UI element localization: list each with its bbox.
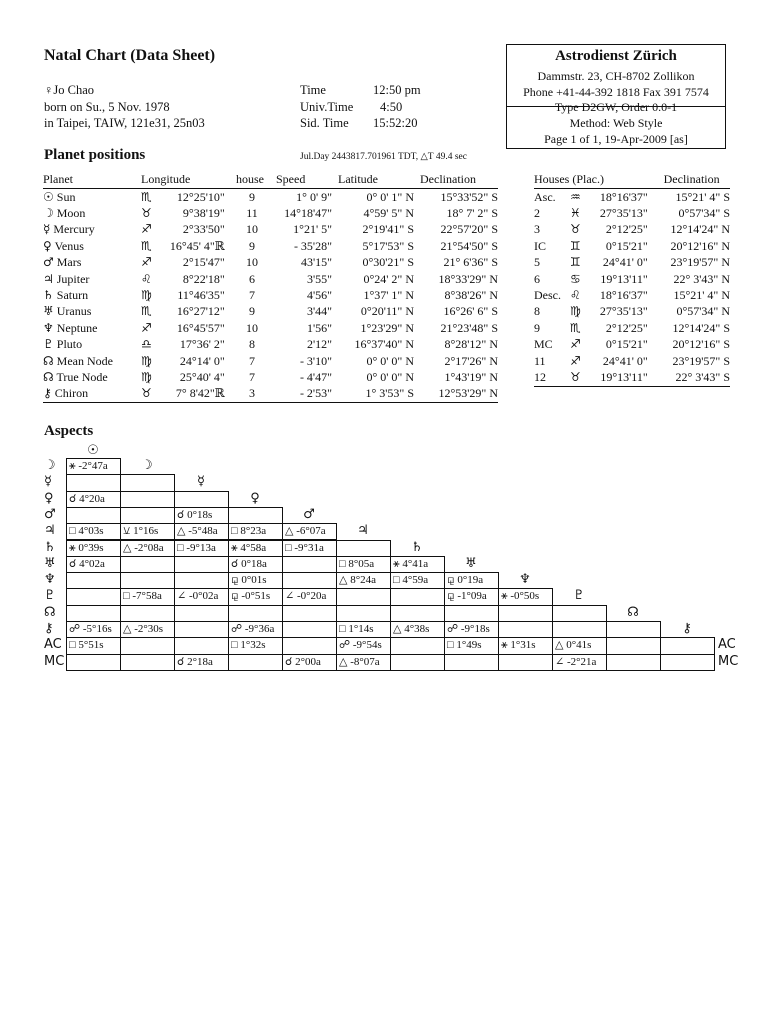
house-name: Desc. <box>534 288 561 303</box>
info-box-method: Method: Web Style <box>569 116 663 130</box>
house-value: 7 <box>249 353 255 368</box>
speed-value: - 35'28" <box>293 238 332 253</box>
house-longitude-value: 18°16'37" <box>599 189 648 204</box>
aspect-cell <box>228 507 283 524</box>
house-value: 7 <box>249 369 255 384</box>
aspect-cell <box>66 474 121 491</box>
declination-value: 2°17'26" N <box>444 353 498 368</box>
aspect-cell <box>498 605 553 622</box>
zodiac-sign-icon: ♉ <box>570 222 581 237</box>
aspect-column-symbol-icon: ♀ <box>250 490 260 506</box>
aspect-cell: □ 1°49s <box>444 637 499 654</box>
aspect-cell <box>120 491 175 508</box>
aspect-row-symbol-icon: ♂ <box>44 506 56 522</box>
info-box-address: Dammstr. 23, CH-8702 Zollikon <box>537 69 695 83</box>
aspect-cell: ⚹ -0°50s <box>498 588 553 605</box>
aspect-cell: ☌ 0°18a <box>228 556 283 573</box>
aspect-row-symbol-icon: MC <box>44 653 65 669</box>
aspect-cell: ☌ 2°18a <box>174 654 229 671</box>
house-value: 6 <box>249 271 255 286</box>
aspect-cell <box>120 605 175 622</box>
house-name: 12 <box>534 369 570 386</box>
house-name: 5 <box>534 255 540 270</box>
declination-value: 21°54'50" S <box>440 238 498 253</box>
house-value: 10 <box>246 255 258 270</box>
aspect-cell: □ 5°51s <box>66 637 121 654</box>
longitude-value: 11°46'35" <box>177 288 225 303</box>
house-value: 9 <box>249 238 255 253</box>
aspect-cell: ∠ -0°02a <box>174 588 229 605</box>
planet-name: Chiron <box>54 386 89 401</box>
latitude-value: 1°37' 1" N <box>363 288 414 303</box>
house-declination-value: 0°57'34" N <box>676 304 730 319</box>
zodiac-sign-icon: ♉ <box>141 206 152 221</box>
aspect-column-symbol-icon: ♅ <box>465 555 477 571</box>
zodiac-sign-icon: ♊ <box>570 255 581 270</box>
latitude-value: 2°19'41" S <box>362 222 414 237</box>
longitude-value: 9°38'19" <box>182 206 225 221</box>
aspect-cell: △ -8°07a <box>336 654 391 671</box>
aspect-row-symbol-icon: ♃ <box>44 523 56 539</box>
aspect-cell <box>120 507 175 524</box>
zodiac-sign-icon: ♍ <box>141 369 152 384</box>
aspect-cell: ⚹ 0°39s <box>66 540 121 557</box>
latitude-value: 1° 3'53" S <box>338 386 420 403</box>
info-box-type: Type D2GW, Order 0.0-1 <box>554 100 678 114</box>
planet-symbol-icon: ♃ <box>43 271 54 286</box>
latitude-value: 5°17'53" S <box>362 238 414 253</box>
house-value: 10 <box>246 320 258 335</box>
time-value: 12:50 pm <box>373 83 421 97</box>
planet-symbol-icon: ♆ <box>43 320 54 335</box>
speed-value: - 4'47" <box>299 369 332 384</box>
col-latitude: Latitude <box>338 170 420 189</box>
aspect-cell: ☌ 4°02a <box>66 556 121 573</box>
speed-value: 3'44" <box>306 304 332 319</box>
aspect-cell <box>606 654 661 671</box>
aspect-cell <box>66 507 121 524</box>
planet-name: Neptune <box>56 320 98 335</box>
aspect-column-symbol-icon: ☉ <box>87 442 99 458</box>
aspect-cell: □ -7°58a <box>120 588 175 605</box>
planet-symbol-icon: ☊ <box>43 353 54 368</box>
longitude-value: 8°22'18" <box>182 271 225 286</box>
aspect-cell: ∠ -0°20a <box>282 588 337 605</box>
aspect-cell: □ 1°32s <box>228 637 283 654</box>
latitude-value: 0°24' 2" N <box>363 271 414 286</box>
speed-value: - 2'53" <box>276 386 338 403</box>
zodiac-sign-icon: ♍ <box>570 304 581 319</box>
aspect-row-symbol-icon: ♅ <box>44 555 56 571</box>
speed-value: 4'56" <box>306 288 332 303</box>
house-declination-value: 12°14'24" N <box>670 222 730 237</box>
aspect-cell <box>228 654 283 671</box>
info-box-phone: Phone +41-44-392 1818 Fax 391 7574 <box>523 85 709 99</box>
zodiac-sign-icon: ♐ <box>141 222 152 237</box>
longitude-value: 12°25'10" <box>176 189 225 204</box>
aspect-cell: ⚹ 4°41a <box>390 556 445 573</box>
zodiac-sign-icon: ♎ <box>141 337 152 352</box>
house-name: 8 <box>534 304 540 319</box>
zodiac-sign-icon: ♒ <box>570 189 581 204</box>
house-declination-value: 23°19'57" S <box>672 353 730 368</box>
sid-label: Sid. Time <box>300 116 349 130</box>
aspect-cell: ☍ -9°18s <box>444 621 499 638</box>
planet-name: Mars <box>56 255 82 270</box>
longitude-value: 24°14' 0" <box>179 353 225 368</box>
planet-symbol-icon: ☊ <box>43 369 54 384</box>
aspect-cell: ⚼ 0°01s <box>228 572 283 589</box>
planet-symbol-icon: ☽ <box>43 206 54 221</box>
zodiac-sign-icon: ♉ <box>570 369 581 384</box>
declination-value: 1°43'19" N <box>444 369 498 384</box>
aspect-cell <box>120 572 175 589</box>
col-house-declination: Declination <box>664 170 730 189</box>
aspect-cell <box>390 605 445 622</box>
aspect-cell <box>66 654 121 671</box>
planet-name: Jupiter <box>56 271 90 286</box>
aspect-cell <box>228 605 283 622</box>
aspect-cell <box>282 605 337 622</box>
planet-symbol-icon: ☉ <box>43 189 54 204</box>
aspect-cell: ⚹ 1°31s <box>498 637 553 654</box>
longitude-value: 2°33'50" <box>182 222 225 237</box>
planet-symbol-icon: ☿ <box>43 222 51 237</box>
latitude-value: 0°20'11" N <box>360 304 414 319</box>
declination-value: 18°33'29" N <box>438 271 498 286</box>
aspect-cell: □ 4°03s <box>66 523 121 540</box>
zodiac-sign-icon: ♍ <box>141 288 152 303</box>
speed-value: 3'55" <box>306 271 332 286</box>
latitude-value: 1°23'29" N <box>360 320 414 335</box>
house-name: 2 <box>534 206 540 221</box>
speed-value: 2'12" <box>306 337 332 352</box>
ut-label: Univ.Time <box>300 100 354 114</box>
declination-value: 18° 7' 2" S <box>446 206 498 221</box>
aspect-cell: ☍ -9°36a <box>228 621 283 638</box>
aspect-cell <box>552 605 607 622</box>
aspect-cell <box>174 556 229 573</box>
planet-symbol-icon: ♀ <box>43 238 52 253</box>
aspect-column-symbol-icon: ♂ <box>303 506 315 522</box>
zodiac-sign-icon: ♌ <box>570 288 581 303</box>
aspect-cell <box>390 588 445 605</box>
house-name: 3 <box>534 222 540 237</box>
col-declination: Declination <box>420 170 498 189</box>
zodiac-sign-icon: ♋ <box>570 271 581 286</box>
aspect-row-symbol-icon: ☿ <box>44 474 52 490</box>
aspect-cell: ☌ 2°00a <box>282 654 337 671</box>
aspect-cell: □ -9°13a <box>174 540 229 557</box>
house-name: Asc. <box>534 189 556 204</box>
planet-symbol-icon: ♂ <box>43 255 54 270</box>
aspects-heading: Aspects <box>44 423 94 439</box>
aspect-column-symbol-icon: ♃ <box>357 523 369 539</box>
house-value: 9 <box>249 189 255 204</box>
zodiac-sign-icon: ♐ <box>141 320 152 335</box>
house-value: 10 <box>246 222 258 237</box>
speed-value: 1°21' 5" <box>293 222 332 237</box>
aspect-cell: ☍ -9°54s <box>336 637 391 654</box>
house-longitude-value: 2°12'25" <box>605 222 648 237</box>
zodiac-sign-icon: ♊ <box>570 238 581 253</box>
house-declination-value: 0°57'34" S <box>678 206 730 221</box>
planet-name: Uranus <box>56 304 92 319</box>
aspect-cell: □ 1°14s <box>336 621 391 638</box>
aspect-cell: ⚹ -2°47a <box>66 458 121 475</box>
planet-name: Saturn <box>56 288 89 303</box>
aspect-column-symbol-icon: ☽ <box>141 458 153 473</box>
zodiac-sign-icon: ♐ <box>570 337 581 352</box>
col-speed: Speed <box>276 170 338 189</box>
aspect-cell <box>120 556 175 573</box>
latitude-value: 0° 0' 1" N <box>366 189 414 204</box>
planet-symbol-icon: ♇ <box>43 337 54 352</box>
house-declination-value: 15°21' 4" S <box>675 189 730 204</box>
zodiac-sign-icon: ♐ <box>570 353 581 368</box>
aspect-cell: ⚹ 4°58a <box>228 540 283 557</box>
aspect-cell: ∠ -2°21a <box>552 654 607 671</box>
house-name: 11 <box>534 353 546 368</box>
declination-value: 22°57'20" S <box>440 222 498 237</box>
aspect-right-label: AC <box>718 637 736 653</box>
aspect-cell <box>174 572 229 589</box>
planet-name: Moon <box>56 206 86 221</box>
zodiac-sign-icon: ♍ <box>141 353 152 368</box>
aspect-cell <box>552 621 607 638</box>
planet-symbol-icon: ⚷ <box>43 386 52 401</box>
aspect-row-symbol-icon: ♇ <box>44 588 56 604</box>
aspect-row-symbol-icon: ⚷ <box>44 621 54 636</box>
aspect-cell <box>120 474 175 491</box>
latitude-value: 0° 0' 0" N <box>366 353 414 368</box>
zodiac-sign-icon: ♓ <box>570 206 581 221</box>
house-value: 7 <box>249 288 255 303</box>
aspect-column-symbol-icon: ♇ <box>573 588 585 604</box>
declination-value: 21°23'48" S <box>440 320 498 335</box>
aspect-cell <box>606 621 661 638</box>
latitude-value: 16°37'40" N <box>354 337 414 352</box>
aspect-cell <box>498 654 553 671</box>
zodiac-sign-icon: ♏ <box>141 238 152 253</box>
house-longitude-value: 27°35'13" <box>599 304 648 319</box>
aspect-cell: ☌ 0°18s <box>174 507 229 524</box>
house-longitude-value: 19°13'11" <box>600 271 648 286</box>
aspect-cell <box>120 654 175 671</box>
zodiac-sign-icon: ♏ <box>141 189 152 204</box>
house-declination-value: 15°21' 4" N <box>673 288 730 303</box>
speed-value: - 3'10" <box>299 353 332 368</box>
julian-day: Jul.Day 2443817.701961 TDT, △T 49.4 sec <box>300 152 467 162</box>
declination-value: 12°53'29" N <box>420 386 498 403</box>
house-longitude-value: 24°41' 0" <box>602 255 648 270</box>
house-declination-value: 20°12'16" N <box>670 238 730 253</box>
aspect-right-label: MC <box>718 653 739 669</box>
aspect-cell: △ -5°48a <box>174 523 229 540</box>
house-longitude-value: 0°15'21" <box>605 238 648 253</box>
aspect-cell <box>282 572 337 589</box>
aspect-column-symbol-icon: ☊ <box>627 604 639 620</box>
aspect-cell: ⚼ -0°51s <box>228 588 283 605</box>
house-name: 9 <box>534 320 540 335</box>
aspect-cell <box>120 637 175 654</box>
house-longitude-value: 27°35'13" <box>599 206 648 221</box>
ut-value: 4:50 <box>380 100 403 114</box>
latitude-value: 4°59' 5" N <box>363 206 414 221</box>
aspect-cell <box>498 621 553 638</box>
planet-name: Pluto <box>56 337 83 352</box>
aspect-cell: ☍ -5°16s <box>66 621 121 638</box>
house-declination-value: 23°19'57" N <box>670 255 730 270</box>
aspect-cell: □ 4°59a <box>390 572 445 589</box>
house-declination-value: 20°12'16" S <box>672 337 730 352</box>
col-houses: Houses (Plac.) <box>534 170 664 189</box>
longitude-value: 16°45'57" <box>176 320 225 335</box>
col-planet: Planet <box>43 170 141 189</box>
house-longitude-value: 2°12'25" <box>605 320 648 335</box>
aspect-cell: ⚼ -1°09a <box>444 588 499 605</box>
aspect-row-symbol-icon: ♀ <box>44 490 54 506</box>
zodiac-sign-icon: ♐ <box>141 255 152 270</box>
aspect-row-symbol-icon: ☊ <box>44 604 56 620</box>
time-label: Time <box>300 83 326 97</box>
aspect-cell <box>660 637 715 654</box>
aspect-cell <box>660 654 715 671</box>
aspect-cell <box>390 654 445 671</box>
aspect-cell <box>444 605 499 622</box>
aspect-cell: ⚼ 0°19a <box>444 572 499 589</box>
aspect-row-symbol-icon: ☽ <box>44 458 56 473</box>
person-name: ♀Jo Chao <box>44 83 94 97</box>
declination-value: 16°26' 6" S <box>443 304 498 319</box>
latitude-value: 0°30'21" S <box>362 255 414 270</box>
latitude-value: 0° 0' 0" N <box>366 369 414 384</box>
house-longitude-value: 18°16'37" <box>599 288 648 303</box>
zodiac-sign-icon: ♌ <box>141 271 152 286</box>
aspect-row-symbol-icon: AC <box>44 637 62 653</box>
aspect-column-symbol-icon: ♄ <box>411 539 423 555</box>
declination-value: 21° 6'36" S <box>443 255 498 270</box>
aspect-column-symbol-icon: ⚷ <box>682 621 692 636</box>
planet-positions-heading: Planet positions <box>44 147 146 163</box>
planet-symbol-icon: ♄ <box>43 288 54 303</box>
aspect-cell <box>282 637 337 654</box>
col-longitude: Longitude <box>141 170 236 189</box>
aspect-cell <box>282 556 337 573</box>
aspect-row-symbol-icon: ♄ <box>44 539 56 555</box>
house-longitude-value: 19°13'11" <box>600 369 648 384</box>
declination-value: 8°28'12" N <box>444 337 498 352</box>
longitude-value: 16°27'12" <box>176 304 225 319</box>
aspect-cell <box>282 621 337 638</box>
aspect-cell <box>174 637 229 654</box>
longitude-value: 25°40' 4" <box>179 369 225 384</box>
aspect-cell <box>390 637 445 654</box>
speed-value: 1° 0' 9" <box>296 189 332 204</box>
house-declination-value: 22° 3'43" S <box>664 369 730 386</box>
sid-value: 15:52:20 <box>373 116 418 130</box>
aspect-cell <box>336 540 391 557</box>
aspect-cell: ⚺ 1°16s <box>120 523 175 540</box>
longitude-value: 16°45' 4"ℝ <box>169 238 225 253</box>
planet-symbol-icon: ♅ <box>43 304 54 319</box>
birth-date: born on Su., 5 Nov. 1978 <box>44 100 170 114</box>
speed-value: 1'56" <box>306 320 332 335</box>
aspect-cell: ☌ 4°20a <box>66 491 121 508</box>
info-box-title: Astrodienst Zürich <box>555 48 677 64</box>
aspect-cell: △ 0°41s <box>552 637 607 654</box>
longitude-value: 2°15'47" <box>182 255 225 270</box>
zodiac-sign-icon: ♉ <box>141 386 152 401</box>
aspect-cell <box>174 621 229 638</box>
aspect-cell: △ 4°38s <box>390 621 445 638</box>
house-value: 3 <box>236 386 276 403</box>
longitude-value: 17°36' 2" <box>179 337 225 352</box>
zodiac-sign-icon: ♏ <box>141 304 152 319</box>
declination-value: 8°38'26" N <box>444 288 498 303</box>
house-longitude-value: 24°41' 0" <box>602 353 648 368</box>
aspect-cell <box>174 605 229 622</box>
aspect-row-symbol-icon: ♆ <box>44 572 56 588</box>
page-title: Natal Chart (Data Sheet) <box>44 47 216 64</box>
info-box-page: Page 1 of 1, 19-Apr-2009 [as] <box>544 132 688 146</box>
birth-place: in Taipei, TAIW, 121e31, 25n03 <box>44 116 205 130</box>
aspect-cell: △ 8°24a <box>336 572 391 589</box>
house-value: 11 <box>246 206 258 221</box>
longitude-value: 7° 8'42"ℝ <box>175 386 225 401</box>
aspect-cell: △ -2°08a <box>120 540 175 557</box>
planet-name: Mercury <box>53 222 95 237</box>
aspect-cell: □ -9°31a <box>282 540 337 557</box>
house-name: MC <box>534 337 553 352</box>
aspect-column-symbol-icon: ♆ <box>519 572 531 588</box>
aspect-cell <box>606 637 661 654</box>
aspect-column-symbol-icon: ☿ <box>197 474 205 490</box>
aspect-cell <box>174 491 229 508</box>
speed-value: 14°18'47" <box>284 206 332 221</box>
house-name: IC <box>534 238 546 253</box>
house-longitude-value: 0°15'21" <box>605 337 648 352</box>
house-value: 8 <box>249 337 255 352</box>
house-declination-value: 22° 3'43" N <box>673 271 730 286</box>
planet-name: Venus <box>54 238 84 253</box>
aspect-cell: △ -6°07a <box>282 523 337 540</box>
aspect-cell <box>444 654 499 671</box>
zodiac-sign-icon: ♏ <box>570 320 581 335</box>
house-declination-value: 12°14'24" S <box>672 320 730 335</box>
planet-name: Mean Node <box>56 353 113 368</box>
aspect-cell <box>336 605 391 622</box>
aspect-cell: □ 8°23a <box>228 523 283 540</box>
speed-value: 43'15" <box>300 255 332 270</box>
planet-name: True Node <box>56 369 108 384</box>
aspect-cell <box>66 605 121 622</box>
planet-name: Sun <box>56 189 76 204</box>
house-name: 6 <box>534 271 540 286</box>
aspect-cell <box>66 588 121 605</box>
house-value: 9 <box>249 304 255 319</box>
aspect-cell: □ 8°05a <box>336 556 391 573</box>
col-house: house <box>236 170 276 189</box>
aspect-cell <box>66 572 121 589</box>
aspect-cell <box>336 588 391 605</box>
declination-value: 15°33'52" S <box>440 189 498 204</box>
aspect-cell: △ -2°30s <box>120 621 175 638</box>
